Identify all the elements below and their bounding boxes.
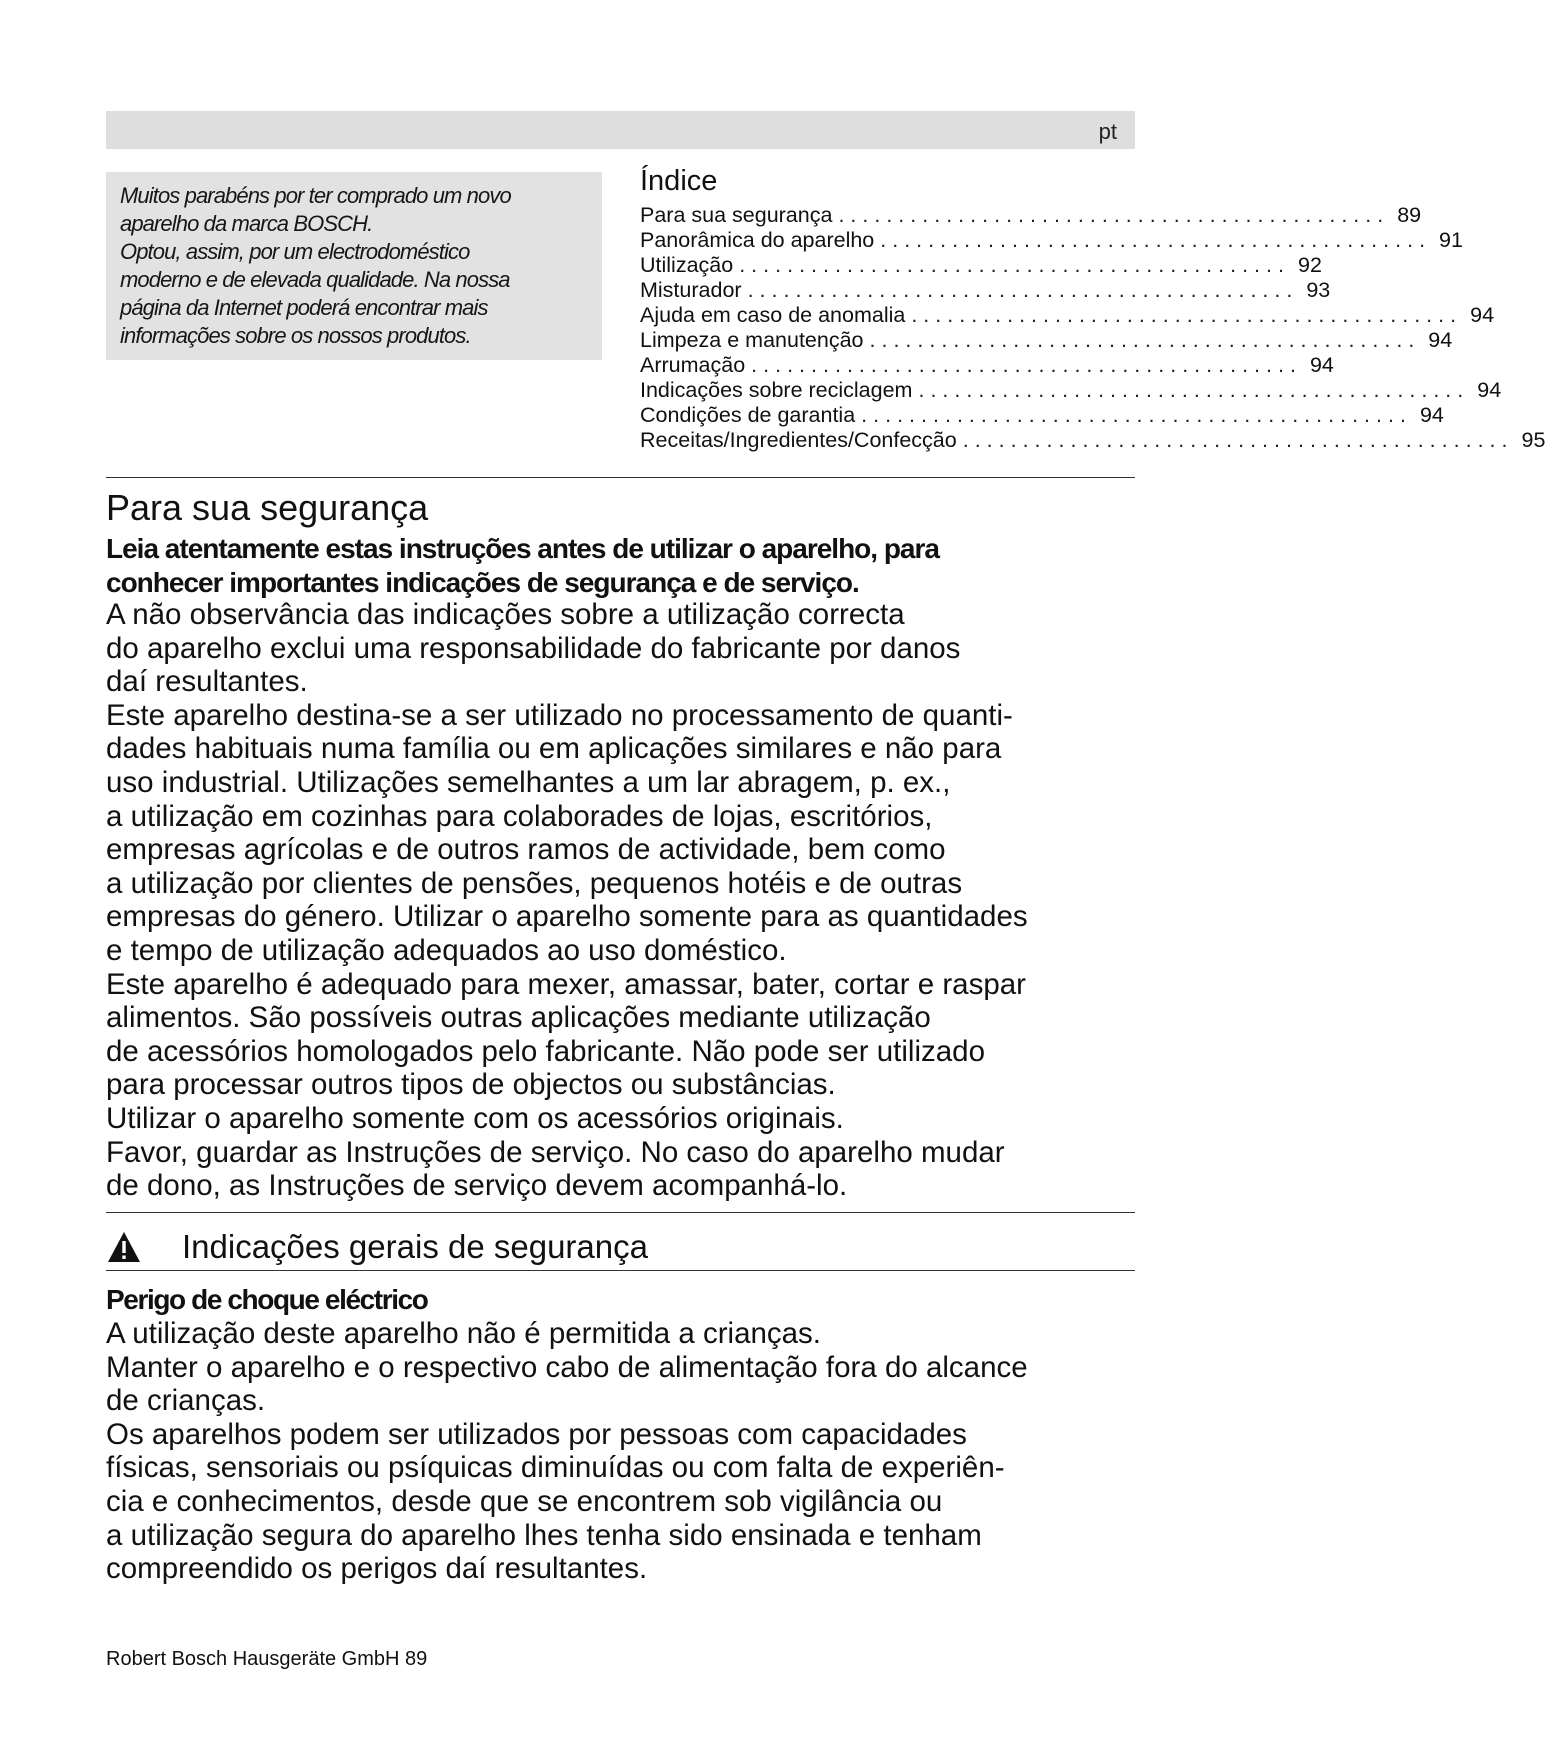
body-line: Os aparelhos podem ser utilizados por pessoas com capacidades (106, 1417, 967, 1451)
toc-entry[interactable] (640, 328, 1453, 353)
body-line: a utilização segura do aparelho lhes tenha sido ensinada e tenham (106, 1518, 982, 1552)
section-divider (106, 1212, 1135, 1213)
body-line: dades habituais numa família ou em aplicações similares e não para (106, 732, 1002, 766)
body-line: A não observância das indicações sobre a utilização correcta (106, 598, 905, 631)
intro-line: Optou, assim, por um electrodoméstico (120, 239, 470, 264)
section-title-general-safety: Indicações gerais de segurança (182, 1228, 648, 1265)
toc-entry[interactable] (640, 303, 1495, 328)
body-line: daí resultantes. (106, 665, 308, 699)
intro-line: Muitos parabéns por ter comprado um novo (120, 183, 511, 208)
header-bar (106, 111, 1135, 149)
toc-leader-dots: .............................................. (751, 353, 1302, 377)
toc-entry[interactable] (640, 353, 1334, 378)
toc-entry[interactable] (640, 278, 1331, 303)
page-footer: Robert Bosch Hausgeräte GmbH 89 (106, 1648, 428, 1670)
toc-entry-page: 92 (1297, 253, 1322, 277)
toc-entry-label: Receitas/Ingredientes/Confecção (640, 428, 957, 452)
language-code: pt (1098, 119, 1117, 144)
subheading-electric-shock: Perigo de choque eléctrico (106, 1284, 428, 1315)
toc-entry-label: Limpeza e manutenção (640, 328, 864, 352)
body-line: do aparelho exclui uma responsabilidade do fabricante por danos (106, 631, 961, 665)
toc-entry-page: 94 (1470, 303, 1495, 327)
toc-leader-dots: .............................................. (911, 303, 1463, 327)
toc-entry-label: Para sua segurança (640, 203, 833, 227)
toc-leader-dots: .............................................. (861, 403, 1412, 427)
table-of-contents (640, 163, 1545, 453)
body-line: empresas do género. Utilizar o aparelho somente para as quantidades (106, 900, 1028, 934)
toc-entry[interactable] (640, 253, 1322, 278)
toc-leader-dots: .............................................. (747, 278, 1299, 302)
body-line: a utilização por clientes de pensões, pequenos hotéis e de outras (106, 866, 963, 900)
toc-title: Índice (640, 165, 718, 197)
section-title-safety: Para sua segurança (106, 487, 429, 528)
body-line: alimentos. São possíveis outras aplicações mediante utilização (106, 1001, 931, 1035)
body-line: compreendido os perigos daí resultantes. (106, 1552, 648, 1586)
body-line: cia e conhecimentos, desde que se encontrem sob vigilância ou (106, 1484, 943, 1518)
intro-line: moderno e de elevada qualidade. Na nossa (120, 267, 510, 292)
toc-leader-dots: .............................................. (962, 428, 1514, 452)
toc-entry-page: 94 (1419, 403, 1444, 427)
toc-entry[interactable] (640, 228, 1463, 253)
body-line: de dono, as Instruções de serviço devem acompanhá-lo. (106, 1169, 848, 1203)
body-line: Manter o aparelho e o respectivo cabo de alimentação fora do alcance (106, 1350, 1028, 1384)
toc-entry-label: Misturador (640, 278, 742, 302)
body-line: uso industrial. Utilizações semelhantes a um lar abragem, p. ex., (106, 765, 951, 799)
toc-leader-dots: .............................................. (739, 253, 1290, 277)
body-line: Este aparelho é adequado para mexer, amassar, bater, cortar e raspar (106, 967, 1026, 1001)
section-divider (106, 1270, 1135, 1271)
intro-line: aparelho da marca BOSCH. (120, 211, 373, 236)
toc-entry-page: 94 (1477, 378, 1502, 402)
body-line: Favor, guardar as Instruções de serviço. No caso do aparelho mudar (106, 1135, 1005, 1169)
toc-entry-label: Ajuda em caso de anomalia (640, 303, 906, 327)
body-line: e tempo de utilização adequados ao uso doméstico. (106, 933, 787, 967)
warning-triangle-icon (106, 1230, 142, 1264)
toc-entry-page: 94 (1309, 353, 1334, 377)
toc-leader-dots: .............................................. (869, 328, 1421, 352)
body-line: Este aparelho destina-se a ser utilizado no processamento de quanti- (106, 698, 1013, 732)
body-line: empresas agrícolas e de outros ramos de actividade, bem como (106, 833, 946, 867)
toc-entry[interactable] (640, 378, 1502, 403)
toc-entry-page: 95 (1521, 428, 1545, 452)
toc-leader-dots: .............................................. (918, 378, 1470, 402)
toc-entry[interactable] (640, 428, 1545, 453)
toc-entry-label: Panorâmica do aparelho (640, 228, 875, 252)
bold-intro-line: Leia atentamente estas instruções antes de utilizar o aparelho, para (106, 533, 939, 564)
body-line: para processar outros tipos de objectos ou substâncias. (106, 1068, 836, 1102)
intro-line: página da Internet poderá encontrar mais (120, 295, 488, 320)
toc-entry-label: Arrumação (640, 353, 746, 377)
toc-entry-label: Utilização (640, 253, 734, 277)
body-line: de crianças. (106, 1384, 266, 1418)
body-line: Utilizar o aparelho somente com os acessórios originais. (106, 1101, 844, 1135)
toc-entry-label: Indicações sobre reciclagem (640, 378, 913, 402)
safety-body (106, 598, 1028, 1203)
toc-entry[interactable] (640, 403, 1444, 428)
section-divider (106, 477, 1135, 478)
safety-bold-intro (106, 532, 939, 600)
body-line: A utilização deste aparelho não é permitida a crianças. (106, 1317, 821, 1350)
body-line: de acessórios homologados pelo fabricante. Não pode ser utilizado (106, 1034, 985, 1068)
bold-intro-line: conhecer importantes indicações de segurança e de serviço. (106, 567, 859, 598)
toc-entry-page: 94 (1428, 328, 1453, 352)
body-line: físicas, sensoriais ou psíquicas diminuídas ou com falta de experiên- (106, 1451, 1005, 1485)
intro-box (106, 172, 602, 360)
toc-entry-page: 93 (1306, 278, 1331, 302)
toc-entry-label: Condições de garantia (640, 403, 856, 427)
intro-line: informações sobre os nossos produtos. (120, 323, 471, 348)
toc-leader-dots: .............................................. (838, 203, 1390, 227)
toc-entry[interactable] (640, 203, 1422, 228)
general-safety-heading (106, 1227, 648, 1267)
toc-leader-dots: .............................................. (880, 228, 1432, 252)
toc-entry-page: 91 (1439, 228, 1463, 252)
toc-entry-page: 89 (1397, 203, 1422, 227)
general-safety-body (106, 1317, 1028, 1586)
body-line: a utilização em cozinhas para colaborades de lojas, escritórios, (106, 799, 933, 833)
